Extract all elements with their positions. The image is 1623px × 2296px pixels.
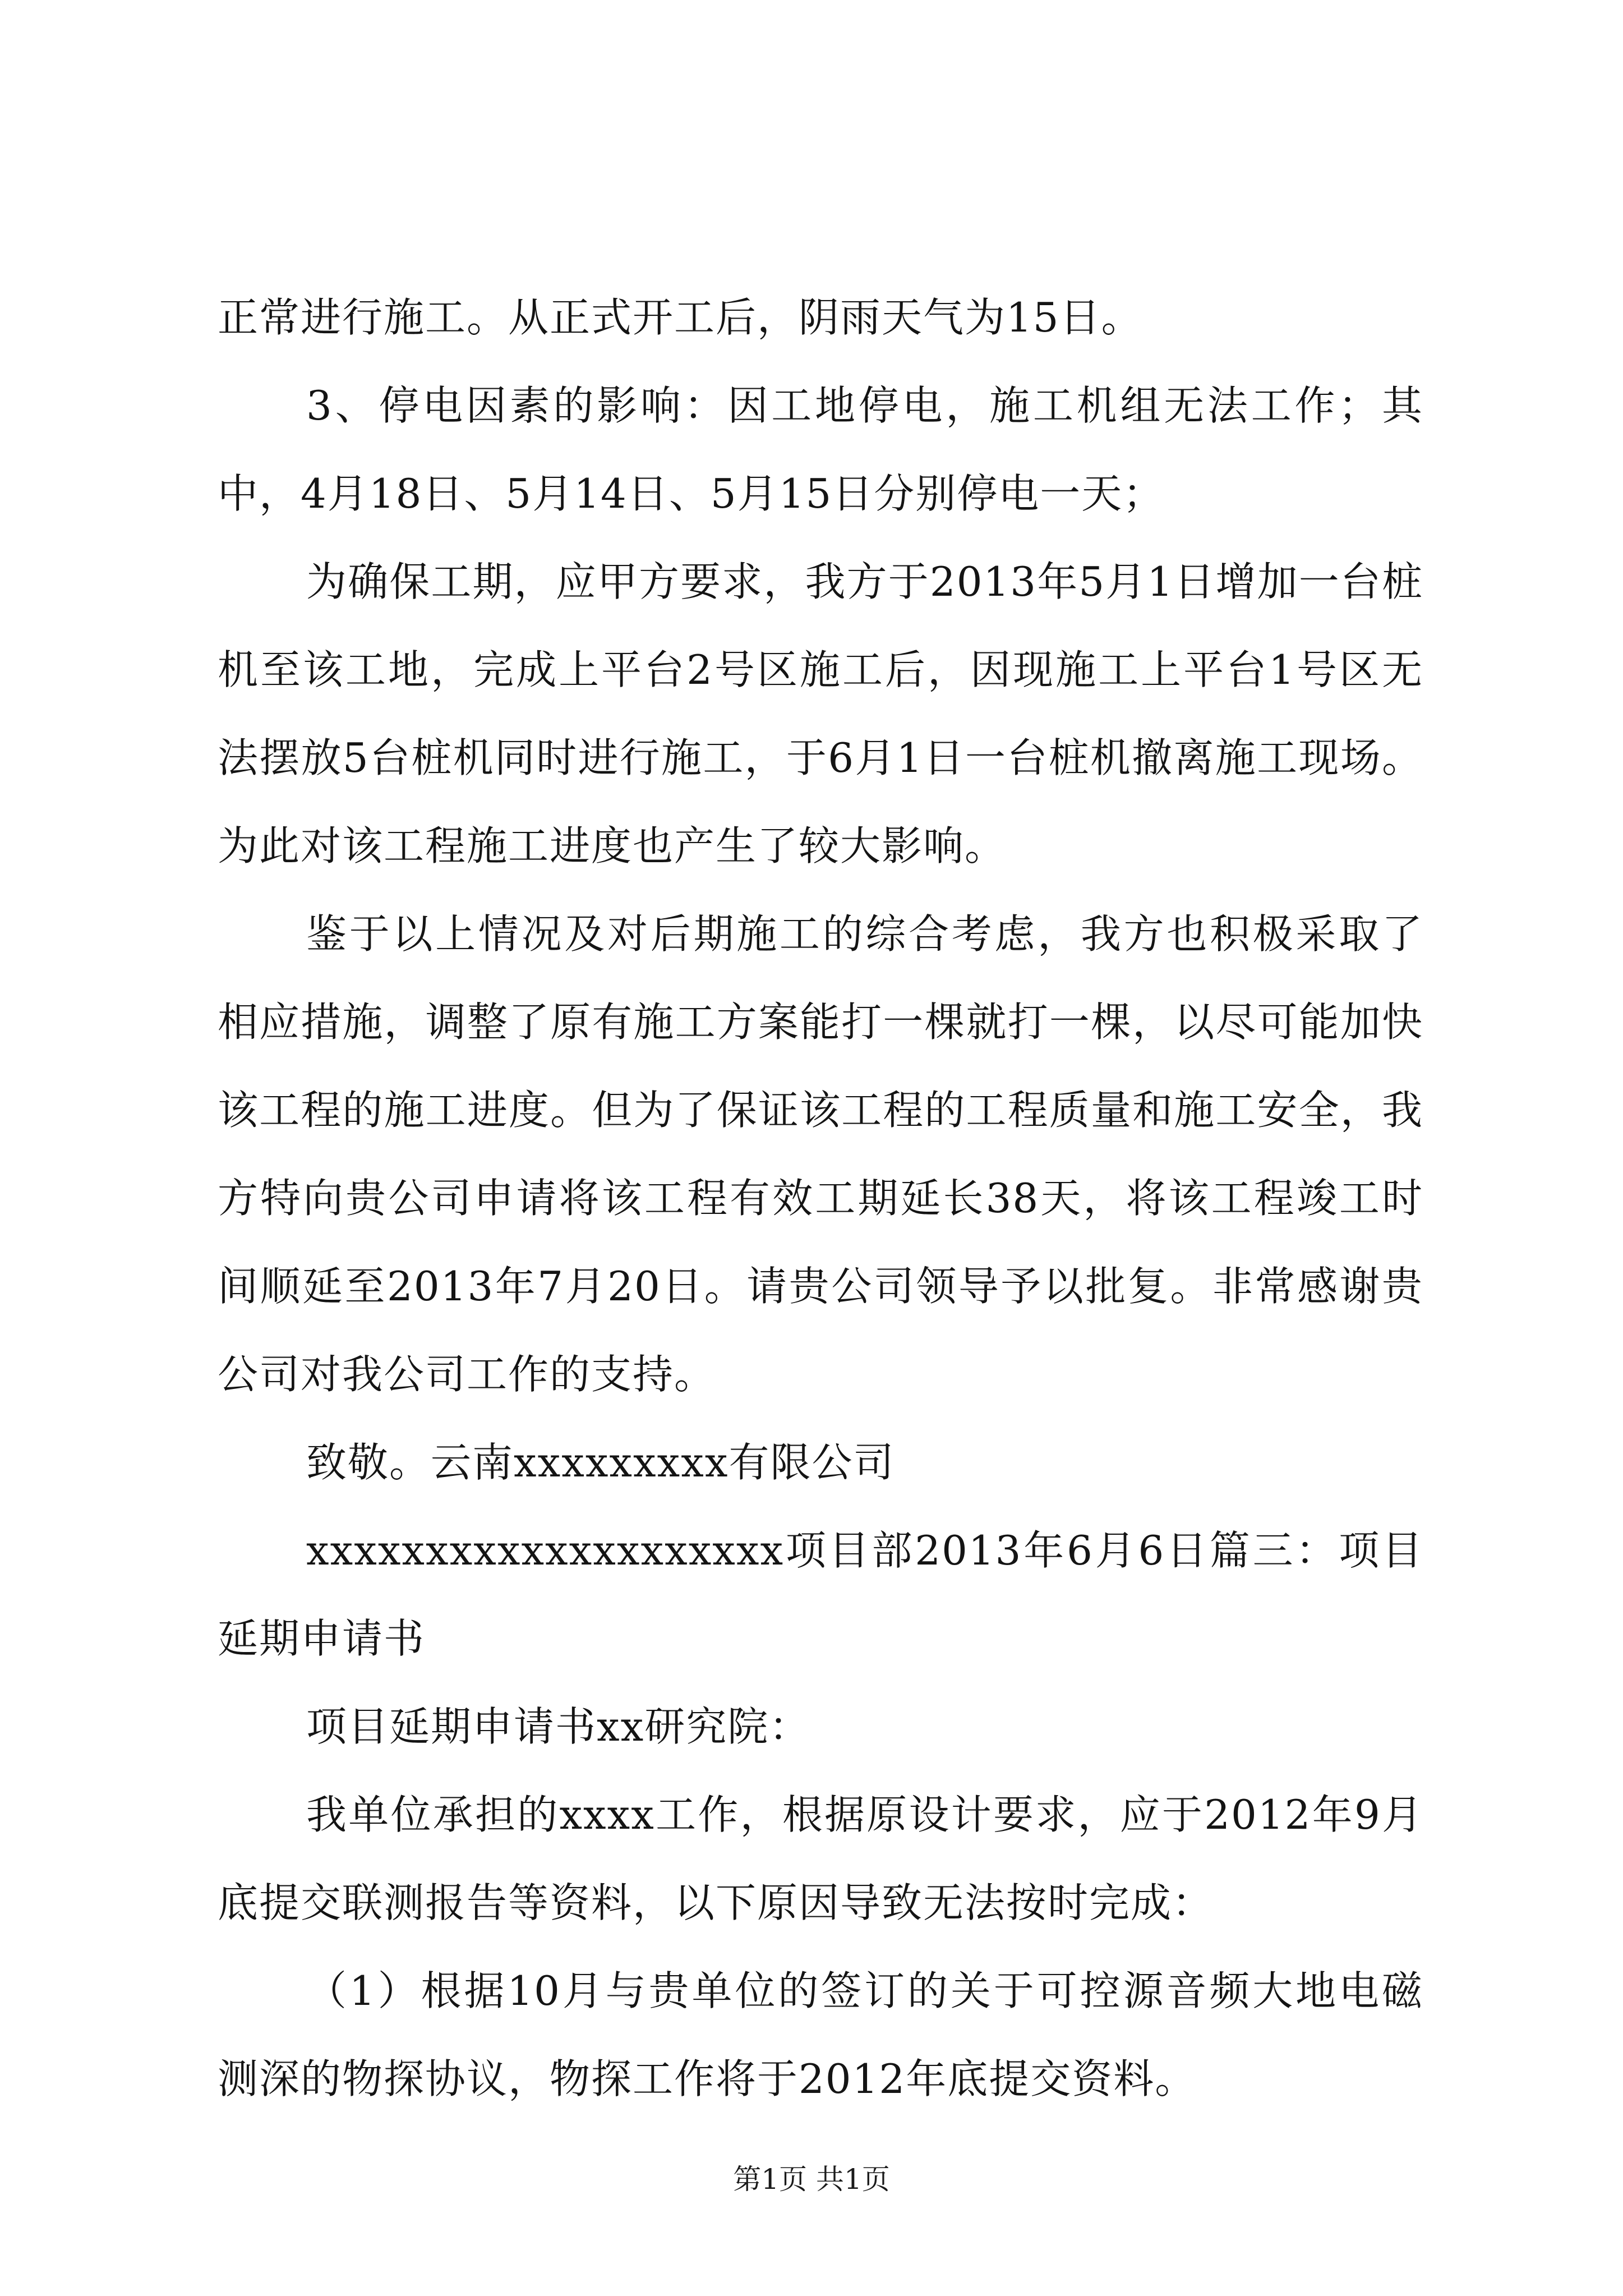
paragraph-second-letter-heading: 项目延期申请书xx研究院： [306, 1703, 811, 1750]
paragraph-signature-date: xxxxxxxxxxxxxxxxxxxx项目部2013年6月6日篇三：项目延期申请书 [218, 1527, 1423, 1662]
page-footer: 第1页 共1页 [733, 2163, 890, 2196]
document-body [218, 274, 1423, 2123]
paragraph-reason-1: （1）根据10月与贵单位的签订的关于可控源音频大地电磁测深的物探协议，物探工作将于2012年底提交资料。 [218, 1967, 1423, 2102]
paragraph-extension-request: 鉴于以上情况及对后期施工的综合考虑，我方也积极采取了相应措施，调整了原有施工方案能打一棵就打一棵，以尽可能加快该工程的施工进度。但为了保证该工程的工程质量和施工安全，我方特向贵公司申请将该工程有效工期延长38天，将该工程竣工时间顺延至2013年7月20日。请贵公司领导予以批复。非常感谢贵公司对我公司工作的支持。 [218, 910, 1423, 1398]
paragraph-delay-reason-intro: 我单位承担的xxxx工作，根据原设计要求，应于2012年9月底提交联测报告等资料，以下原因导致无法按时完成： [218, 1791, 1423, 1926]
paragraph-weather-days: 正常进行施工。从正式开工后，阴雨天气为15日。 [218, 294, 1143, 341]
paragraph-additional-pile-driver: 为确保工期，应甲方要求，我方于2013年5月1日增加一台桩机至该工地，完成上平台2号区施工后，因现施工上平台1号区无法摆放5台桩机同时进行施工，于6月1日一台桩机撤离施工现场。为此对该工程施工进度也产生了较大影响。 [218, 558, 1423, 869]
paragraph-salutation: 致敬。云南xxxxxxxxx有限公司 [306, 1439, 895, 1486]
paragraph-power-outage: 3、停电因素的影响：因工地停电，施工机组无法工作；其中，4月18日、5月14日、5月15日分别停电一天； [218, 382, 1423, 517]
